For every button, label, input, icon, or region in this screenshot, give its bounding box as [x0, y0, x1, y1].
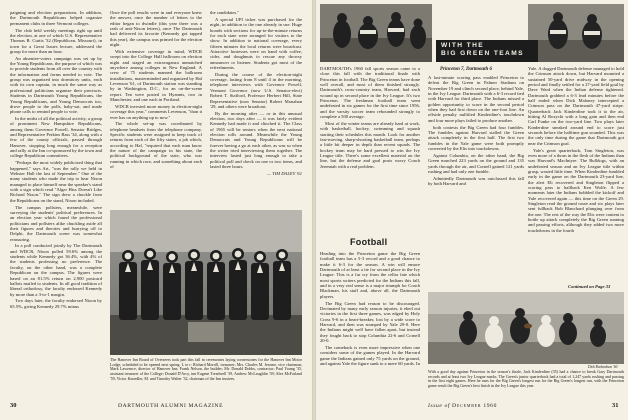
group-photo-illustration: [110, 210, 302, 355]
football-team-photo-right: [528, 4, 624, 62]
paragraph: DARTMOUTH's 1960 fall sports season came to a close this fall with the traditional finale with Princeton in football. The Big Green teams have done well overall, and most of them finished strongly. Dartmouth's cross-country team, Harvard, had each wound up in second place in the Ivy League. It's two Princeton. The freshman football team went undefeated in six games for the first time since 1956, and the varsity soccer team rebounded strongly to complete a 500 average.: [320, 66, 420, 120]
right-column-3: [528, 66, 624, 283]
paragraph: Once the poll results were in and everyone knew the answer, once the number of letters to the editor began to dwindle (this year there was a rash of anti-Nixon letters), once The Dartmouth had delivered its favorite (Kennedy got tapped this year), the campus was primed for the election night.: [110, 10, 202, 48]
hanover-inn-photo-caption: The Hanover Inn Board of Overseers took part this fall in ceremonies laying cornerstones for the Hanover Inn Motor Lodge, scheduled to be opened next spring. L to r: Richard Morrill, treasurer; Mrs. Charles M. Jerome, vice chairman; Mark Lawrence, director of Hanover Inn; Frank Nelson, the builder; Mr. Donald Dobbs, contractor; Paul Young '35, assistant treasurer of the College; Donald D'Arcy, inn Eugene Treadwell '39, Andrew McLaughlin '39; Alex McFarland '59, Victor Knoedler, M. and Timothy Walter '32, chairman of the Inn trustees.: [110, 358, 302, 381]
paragraph: Admittedly Dartmouth was outclassed this fall by both Harvard and: [428, 175, 524, 187]
left-column-2: [110, 10, 202, 206]
footer-issue: Issue of: [428, 403, 453, 409]
paragraph: "Perhaps the most widely publicized thing that happened," says Art, "was the rally we held in Webster Hall the last of September." One of the many students who made the trip to hear Nixon managed to place himself near the speaker's stand with a sign which read "Alger Hiss Doesn't Like Richard Nixon." The sign drew a chuckle from the Republicans on the stand, Nixon included.: [10, 160, 102, 203]
left-column-3: [210, 10, 302, 206]
right-column-1: [320, 66, 420, 236]
paragraph: The club held weekly meetings right up until the election, at one of which U.S. Representative Thomas B. Curtis '32 (Republican, Missouri), in town for a Great Issues lecture, addressed the group for more than an hour.: [10, 27, 102, 54]
football-heading: Football: [350, 237, 388, 247]
paragraph: the candidates.": [210, 10, 240, 15]
left-page: [0, 0, 312, 420]
hanover-inn-ceremony-photo: [110, 210, 302, 355]
kinderdine-photo-caption: With a good day against Princeton in the season's finale, Jack Kinderdine (35) had a chance to break Gary Dartmouth records and at least two Ivy League marks. The Green's junior quarterback had a total of 1,247 yards rushing and passing in the first eight games. Here he runs for the Big Green's longest run for the Big Green's longest run, with the Princeton game result the Big Green's best finish in the Ivy League this year.: [428, 370, 624, 389]
paragraph: A special UPI ticker was purchased for the night, in addition to the one already in use. Huge boards with sections for up-to-the-minute returns for each state were arranged for visitors to the show. In addition to national coverage, every fifteen minutes the local returns were broadcast. Attractive hostesses were on hand with coffee, cider, and doughnuts to rescue any drowsy announcer or listener. Students got most of the refreshments.: [210, 16, 302, 70]
football-team-photo-top: [320, 4, 432, 62]
paragraph: Most of the winter teams are already hard at work, with basketball, hockey, swimming and squash starting their schedules this month. Look for another fast-moving, sharp-shooting basketball team, perhaps a little bit deeper in depth than recent squads. The hockey team may be hard pressed to win the Ivy League title. There's some excellent material on the line, but the defense and goal posts worry Coach Jeremiah with a real problem.: [320, 120, 420, 169]
paragraph: The whole set-up was coordinated by telephone headsets from the telephone company. Specific students were assigned to keep track of returns from each of the fifty states, a job which, according to Hal, "required that each man know the nature of the campaign in his state, the political background of the state, who was running in which race, and something about each of: [110, 121, 202, 170]
right-page: [316, 0, 628, 420]
paragraph: In the midst of all the political activity, a group of prominent New Hampshire Republicans, among them Governor Powell, Senator Bridges, and Representative Perkins Bass '34, along with a few of the county officials, passed through Hanover, stopping long enough for a reception and rally at the Inn co-sponsored by the town and college Republican committees.: [10, 116, 102, 159]
paragraph: With extensive coverage in mind, WDCR swept into the College Hall ballroom on election night and staged an extravaganza unmatched anywhere among colleges in New England. A crew of 75 students manned the ballroom installations, masterminded and organized by Hal Levenson '61, of Dartmouth station was standing by in Washington, D.C., for an on-the-scene report. Ten were posted in Hyannis, two in Manchester, and one each in Portland.: [110, 48, 202, 102]
byline: — TIM DALEY '61: [266, 170, 302, 176]
footer-month: December: [452, 403, 482, 409]
paragraph: WDCR invested more money in election-night coverage this year," comments Levenson, "than it ever has on anything up to now.": [110, 103, 202, 120]
paragraph: Yale. A dogged Dartmouth defense managed to hold the Crimson attack down, but Harvard mounted a sustained 50-yard drive midway in the opening period and finally settled for a 27-yard field goal by Dave Ward when the Indian defense tightened. Dartmouth grabbed a 6-3 lead minutes before the half ended when Dick Maloney intercepted a Crimson pass on the Dartmouth 47-yard stripe. Quarterback Jack Kinderdine took it to the air, hitting Al Rozycki with a long gain and then end Carl Funke on the two-yard line. Two plays later Kinderdine sneaked around end to score just seconds before the halftime gun sounded. This was the only time during the game that Dartmouth got near the Crimson goal.: [528, 66, 624, 146]
right-page-footer: [428, 403, 497, 409]
banner-line-2: BIG GREEN TEAMS: [441, 50, 524, 57]
paragraph: By the morning after — or in this unusual election, two days after — it was fairly evident Kennedy had made it and clinched it. The Class of 1965 will be seniors when the next national election rolls around. Meanwhile the Young Democrats and Young Republicans will be forever having a go at each other, as was so when the writer tried interviewing them together. The interview lasted just long enough to take a political poll and check on one or two items, and lasted three hours.: [210, 110, 302, 170]
right-column-1b: [320, 251, 420, 399]
paragraph: In a poll conducted jointly by The Dartmouth and WDCR, Nixon polled 59.6% among the students while Kennedy got 36.4%, with 4% of the students professing no preference. The faculty, on the other hand, was a complete Republican on the campus. The figures were based on an 81.5% return on 2,900 postcard ballots mailed to students. In all good tradition of liberal orthodoxy, the faculty endorsed Kennedy by more than a 3-to-1 margin.: [10, 243, 102, 297]
kinderdine-run-illustration: [428, 292, 624, 364]
paragraph: The campus pollsters, meanwhile, were surveying the students' political preferences. In an election year which found the professional politicians and pollsters alike chuckling aside all their figures and theories and hurrying off to Delphi, the Dartmouth scene was somewhat reassuring.: [10, 204, 102, 242]
paragraph: Heading into the Princeton game the Big Green football team has a 5-3 record and a good chance to make it 6-3 for the season. A win will ensure Dartmouth of at least a tie for second place in the Ivy League. This is a far cry from the cellar fate which most sports writers predicted for the Indians this fall, and in a very real sense is a major triumph for Coach Blackman, his staff and, above all, the Dartmouth players.: [320, 251, 420, 299]
paragraph: The Big Green had reason to be discouraged. Decimated by many early season injuries, it eked out victories in the first three games, was edged by Holy Cross 9-6 in a heart-breaker, lost by a wide score to Harvard, and then was stomped by Yale 29-0. Here the Indians might well have fallen apart, but instead they fought back to stop Columbia 22-6 and Cornell 20-0.: [320, 300, 420, 343]
left-page-footer: DARTMOUTH ALUMNI MAGAZINE: [118, 403, 224, 409]
football-action-illustration: [320, 4, 432, 62]
paragraph: Two days later, the faculty endorsed Nixon by 65.5%, giving Kennedy 29.7% minus: [10, 298, 102, 309]
paragraph: An absentee-voters campaign was set up by the Young Republicans, the purpose of which was to provide students from all over the country with the information and forms needed to vote. The group was organized into dormitory units, each with its own captain, in much the same way as professional politicians organize their precincts. Students in Dartmouth Young Republicans, the Young Republicans, and Young Democrats too, drove people to the polls, baby-sat, and made phone calls to remind people to vote.: [10, 55, 102, 115]
continued-note: Continued on Page 33: [568, 284, 611, 289]
paragraph: both contests the Big Green had four fumbles. The fumbles against Harvard stalled the Green attack completely in the first half. The first two fumbles in the Yale game were both promptly converted by the Elis into touchdowns.: [428, 124, 524, 151]
princeton-score-heading: Princeton 7, Dartmouth 6: [440, 67, 492, 72]
photo-credit: Dick Richardson '60: [588, 365, 618, 369]
footer-year: 1960: [481, 403, 497, 409]
big-green-teams-banner: [436, 40, 538, 62]
paragraph: During the course of the election-night coverage, lasting from 8 until 4 in the morning, telephone interviews with Governor Powell, Vermont Governor (now U.S. Senator-elect) Robert T. Stafford, Professor Herbert Hill, State Representative (now Senator) Robert Monahan '29, and others were broadcast.: [210, 71, 302, 109]
banner-line-1: WITH THE: [441, 42, 485, 49]
paragraph: Against Columbia, on the other hand, the Big Green marched 223 yards on the ground and 135 yards through the air, and Cornell gained 121 yards rushing and had only one fumble.: [428, 152, 524, 174]
football-players-illustration: [528, 4, 624, 62]
paragraph: paigning and election preparations. In addition, the Dartmouth Republicans helped organize permanent clubs in three Vermont colleges.: [10, 10, 102, 26]
paragraph: Yale's great quarterback, Tom Singleton, was even more of a thorn in the flesh of the Indians than was Harvard's MacIntyre. The Bulldogs, with an undefeated season and an Ivy League title within grasp, wasted little time. When Kinderdine fumbled early in the game on the Dartmouth 23-yard line, the alert Eli recovered and Singleton flipped a scoring pass to halfback Ken Wolfe. A few moments later the Indians bobbled the kickoff and Yale recovered again — this time on the Green 29. Singleton read the ground route and six plays later sent fullback Bob Blanchard plunging over from the one. The rest of the way the Elis were content to bottle up attack completely the Big Green running and passing efforts, although they added two more touchdowns in the fourth: [528, 147, 624, 233]
left-column-1: [10, 10, 102, 398]
right-page-number: 31: [612, 402, 619, 409]
right-column-2: [428, 75, 524, 287]
paragraph: A last-minute scoring pass enabled Princeton to defeat the Big Green in Palmer Stadium on November 19 and clinch second place, behind Yale, in the Ivy League. Dartmouth with a 6-3 record tied with Harvard for third place. The Indians missed a golden opportunity to score in the second period when they had first down on the one-foot line. An offside penalty nullified Kinderdine's touchdown and four more plays failed to produce another.: [428, 75, 524, 123]
left-page-number: 30: [10, 402, 17, 409]
kinderdine-action-photo: [428, 292, 624, 364]
paragraph: The comeback is even more impressive when one considers some of the games played. In the Harvard game the Indians gained only 75 yards on the ground, and against Yale the figure sunk to a mere 60 yards. In: [320, 344, 420, 366]
